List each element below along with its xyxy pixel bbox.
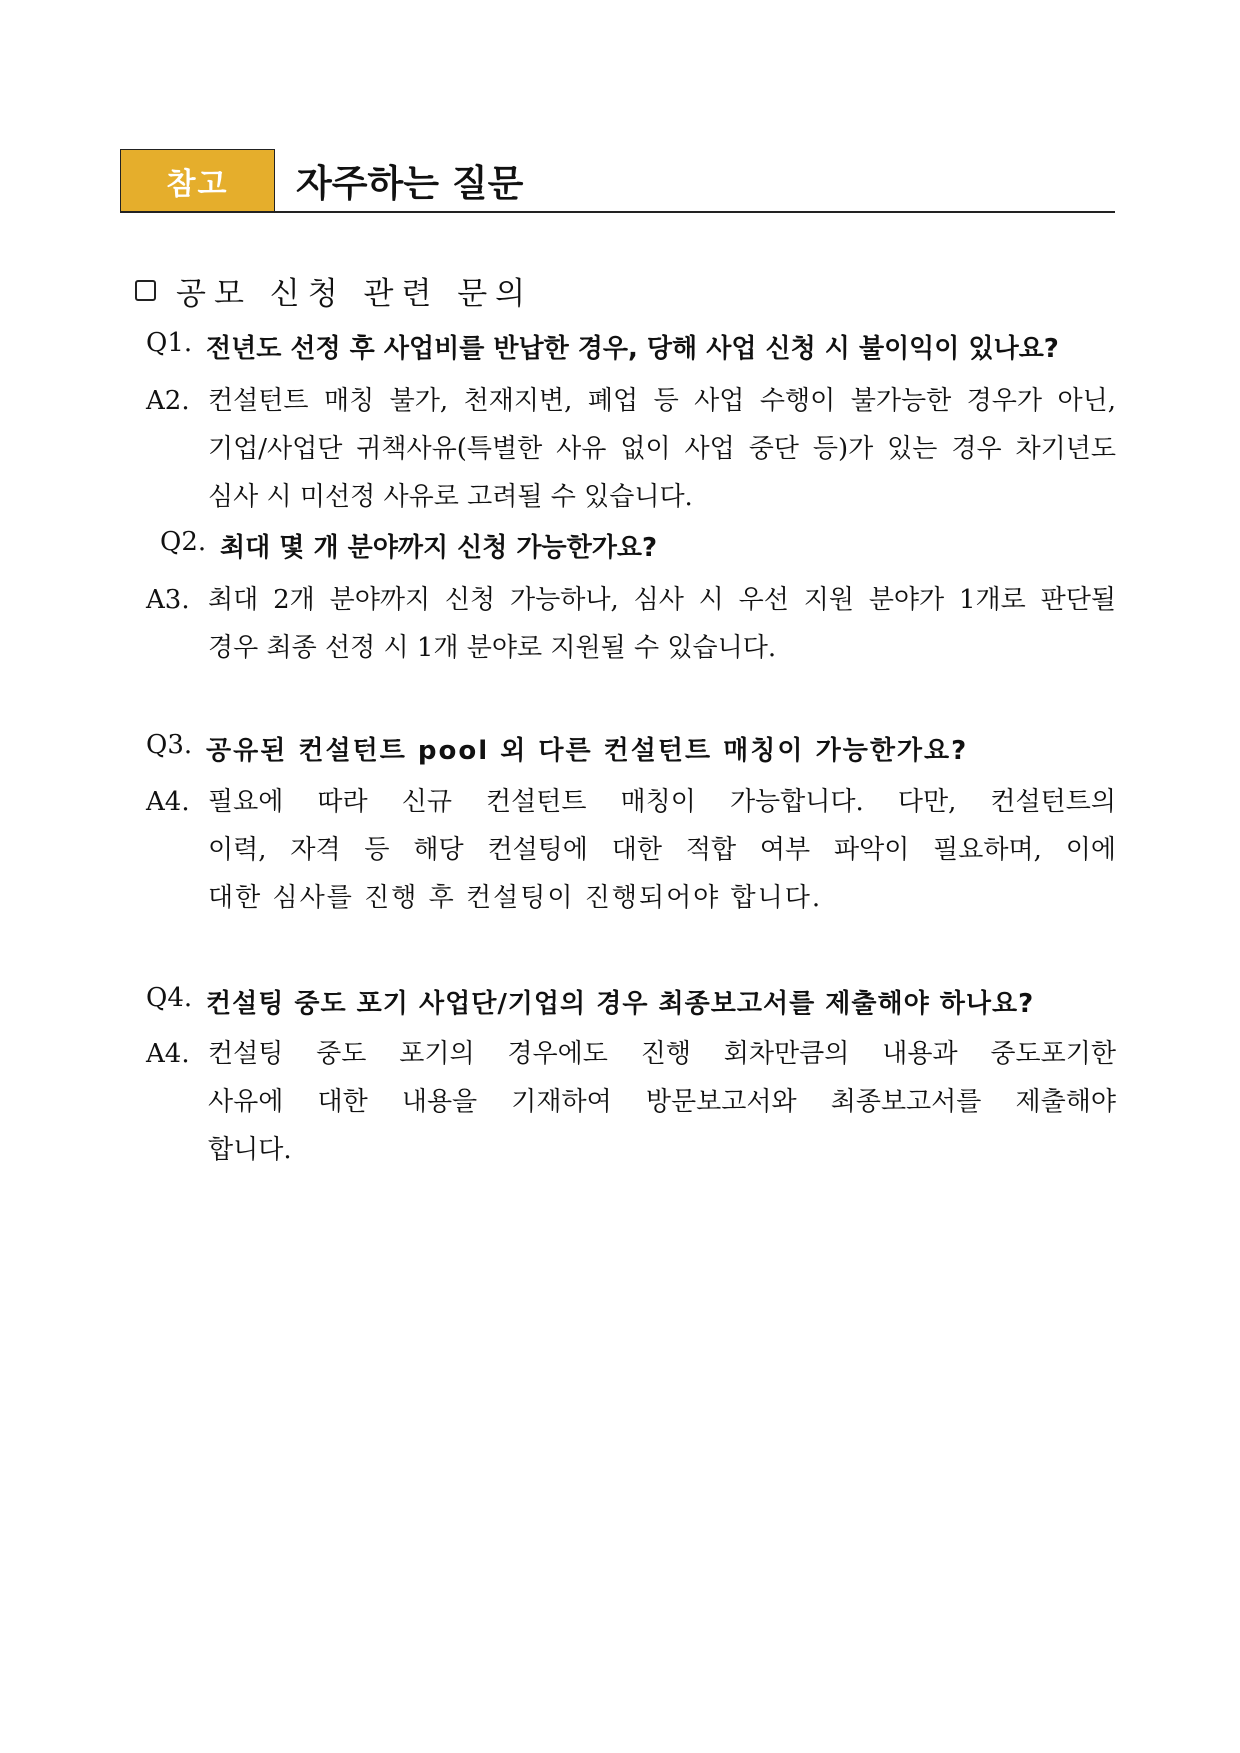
- question-text: 공유된 컨설턴트 pool 외 다른 컨설턴트 매칭이 가능한가요?: [206, 736, 969, 766]
- question-text: 전년도 선정 후 사업비를 반납한 경우, 당해 사업 신청 시 불이익이 있나요?: [206, 334, 1059, 364]
- answer-line: 기업/사업단 귀책사유(특별한 사유 없이 사업 중단 등)가 있는 경우 차기년도: [208, 434, 1116, 464]
- checkbox-icon: [135, 280, 156, 301]
- answer-line: 대한 심사를 진행 후 컨설팅이 진행되어야 합니다.: [208, 883, 823, 913]
- header-divider: [120, 211, 1115, 213]
- faq-answer: [146, 778, 1116, 922]
- answer-number: A3.: [146, 585, 190, 615]
- faq-answer: [146, 1030, 1116, 1174]
- answer-line: 심사 시 미선정 사유로 고려될 수 있습니다.: [208, 482, 693, 512]
- reference-badge: 참고: [120, 149, 275, 213]
- question-number: Q4.: [146, 983, 193, 1013]
- answer-line: 컨설팅 중도 포기의 경우에도 진행 회차만큼의 내용과 중도포기한: [208, 1039, 1116, 1069]
- faq-answer: [146, 377, 1116, 521]
- answer-line: 경우 최종 선정 시 1개 분야로 지원될 수 있습니다.: [208, 633, 777, 663]
- answer-line: 최대 2개 분야까지 신청 가능하나, 심사 시 우선 지원 분야가 1개로 판단될: [208, 585, 1116, 615]
- faq-question: [146, 983, 1116, 1020]
- answer-number: A4.: [146, 787, 190, 817]
- faq-answer: [146, 576, 1116, 672]
- page-title: 자주하는 질문: [296, 162, 524, 205]
- answer-number: A4.: [146, 1039, 190, 1069]
- faq-question: [146, 730, 1046, 767]
- question-text: 컨설팅 중도 포기 사업단/기업의 경우 최종보고서를 제출해야 하나요?: [206, 989, 1035, 1019]
- question-number: Q1.: [146, 328, 193, 358]
- answer-line: 합니다.: [208, 1135, 292, 1165]
- answer-line: 컨설턴트 매칭 불가, 천재지변, 폐업 등 사업 수행이 불가능한 경우가 아닌,: [208, 386, 1116, 416]
- question-text: 최대 몇 개 분야까지 신청 가능한가요?: [220, 533, 658, 563]
- section-title: 공모 신청 관련 문의: [176, 276, 534, 312]
- faq-question: [160, 527, 1060, 564]
- faq-question: [146, 328, 1059, 365]
- question-number: Q2.: [160, 527, 207, 557]
- section-heading: [135, 268, 533, 313]
- answer-number: A2.: [146, 386, 190, 416]
- answer-line: 필요에 따라 신규 컨설턴트 매칭이 가능합니다. 다만, 컨설턴트의: [208, 787, 1116, 817]
- answer-line: 이력, 자격 등 해당 컨설팅에 대한 적합 여부 파악이 필요하며, 이에: [208, 835, 1116, 865]
- answer-line: 사유에 대한 내용을 기재하여 방문보고서와 최종보고서를 제출해야: [208, 1087, 1116, 1117]
- question-number: Q3.: [146, 730, 193, 760]
